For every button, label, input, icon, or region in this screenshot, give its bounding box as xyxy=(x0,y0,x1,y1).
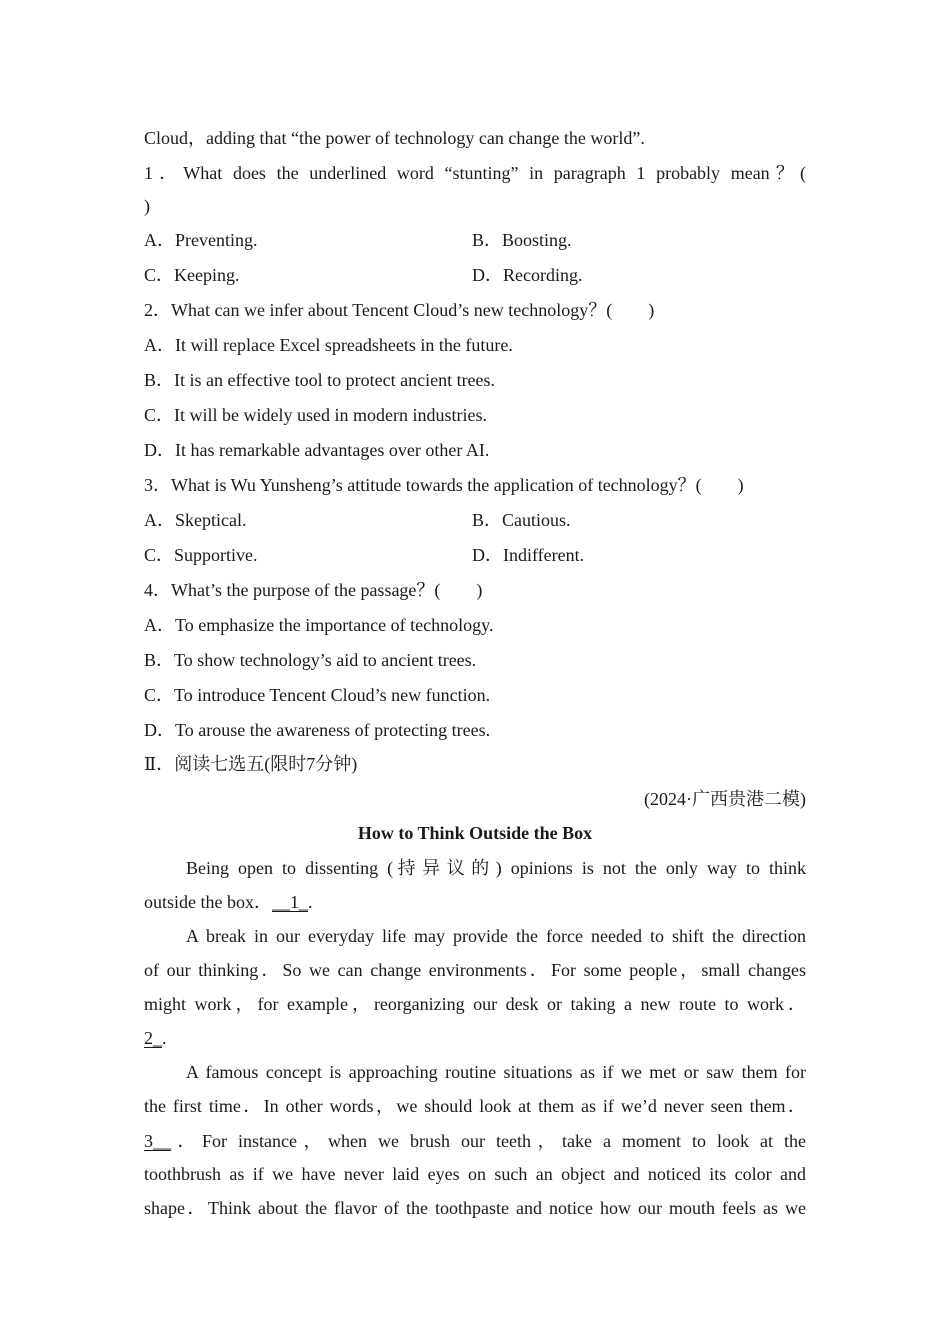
paragraph-3-line-3 xyxy=(144,1129,806,1153)
question-2-stem: 2．What can we infer about Tencent Cloud’s new technology？( ) xyxy=(144,300,655,320)
question-4-option-b: B．To show technology’s aid to ancient trees. xyxy=(144,650,477,670)
question-2-option-b: B．It is an effective tool to protect ancient trees. xyxy=(144,370,496,390)
question-1-stem-continued: ) xyxy=(144,196,150,216)
blank-2-period: . xyxy=(162,1028,167,1048)
paragraph-2-line-2: of our thinking．So we can change environments．For some people，small changes xyxy=(144,960,806,980)
question-3-option-d: D．Indifferent. xyxy=(472,545,585,565)
question-4-option-a: A．To emphasize the importance of technology. xyxy=(144,615,494,635)
paragraph-2-line-1: A break in our everyday life may provide the force needed to shift the direction xyxy=(186,926,806,946)
question-1-option-c: C．Keeping. xyxy=(144,265,240,285)
section-heading: Ⅱ．阅读七选五(限时7分钟) xyxy=(144,754,358,774)
source-citation: (2024·广西贵港二模) xyxy=(644,789,806,809)
paragraph-1-text-c: outside the box． xyxy=(144,892,272,912)
paragraph-3-line-1: A famous concept is approaching routine situations as if we met or saw them for xyxy=(186,1062,806,1082)
question-1-option-b: B．Boosting. xyxy=(472,230,572,250)
continued-text-line: Cloud，adding that “the power of technology can change the world”. xyxy=(144,128,645,148)
blank-1: __1_ xyxy=(272,892,308,912)
paragraph-3-line-4: toothbrush as if we have never laid eyes on such an object and noticed its color and xyxy=(144,1164,806,1184)
question-2-option-a: A．It will replace Excel spreadsheets in the future. xyxy=(144,335,513,355)
question-4-option-d: D．To arouse the awareness of protecting trees. xyxy=(144,720,491,740)
question-2-option-d: D．It has remarkable advantages over other AI. xyxy=(144,440,490,460)
paragraph-1-line-2 xyxy=(144,890,806,914)
paragraph-2-line-3: might work，for example，reorganizing our desk or taking a new route to work． xyxy=(144,994,806,1014)
paragraph-1-text-a: Being open to dissenting ( xyxy=(186,858,394,878)
paragraph-1-line-1 xyxy=(144,856,806,880)
paragraph-3-line-2: the first time．In other words，we should look at them as if we’d never seen them． xyxy=(144,1096,806,1116)
question-3-option-c: C．Supportive. xyxy=(144,545,258,565)
question-2-option-c: C．It will be widely used in modern industries. xyxy=(144,405,487,425)
paragraph-3-line-5: shape．Think about the flavor of the toothpaste and notice how our mouth feels as we xyxy=(144,1198,806,1218)
blank-2: 2_ xyxy=(144,1028,162,1048)
question-3-stem: 3．What is Wu Yunsheng’s attitude towards the application of technology？( ) xyxy=(144,475,744,495)
paragraph-1-text-b: ) opinions is not the only way to think xyxy=(495,858,806,878)
paragraph-2-line-4 xyxy=(144,1026,806,1050)
question-3-option-a: A．Skeptical. xyxy=(144,510,247,530)
question-4-option-c: C．To introduce Tencent Cloud’s new function. xyxy=(144,685,491,705)
question-1-option-a: A．Preventing. xyxy=(144,230,258,250)
gloss-text: 持异议的 xyxy=(393,858,496,878)
paragraph-3-text: ．For instance，when we brush our teeth，take a moment to look at the xyxy=(171,1131,806,1151)
passage-title: How to Think Outside the Box xyxy=(357,823,593,843)
question-1-stem: 1．What does the underlined word “stunting” in paragraph 1 probably mean？( xyxy=(144,163,806,183)
question-1-option-d: D．Recording. xyxy=(472,265,583,285)
question-3-option-b: B．Cautious. xyxy=(472,510,571,530)
question-4-stem: 4．What’s the purpose of the passage？( ) xyxy=(144,580,483,600)
blank-3: 3__ xyxy=(144,1131,171,1151)
blank-1-period: . xyxy=(308,892,313,912)
